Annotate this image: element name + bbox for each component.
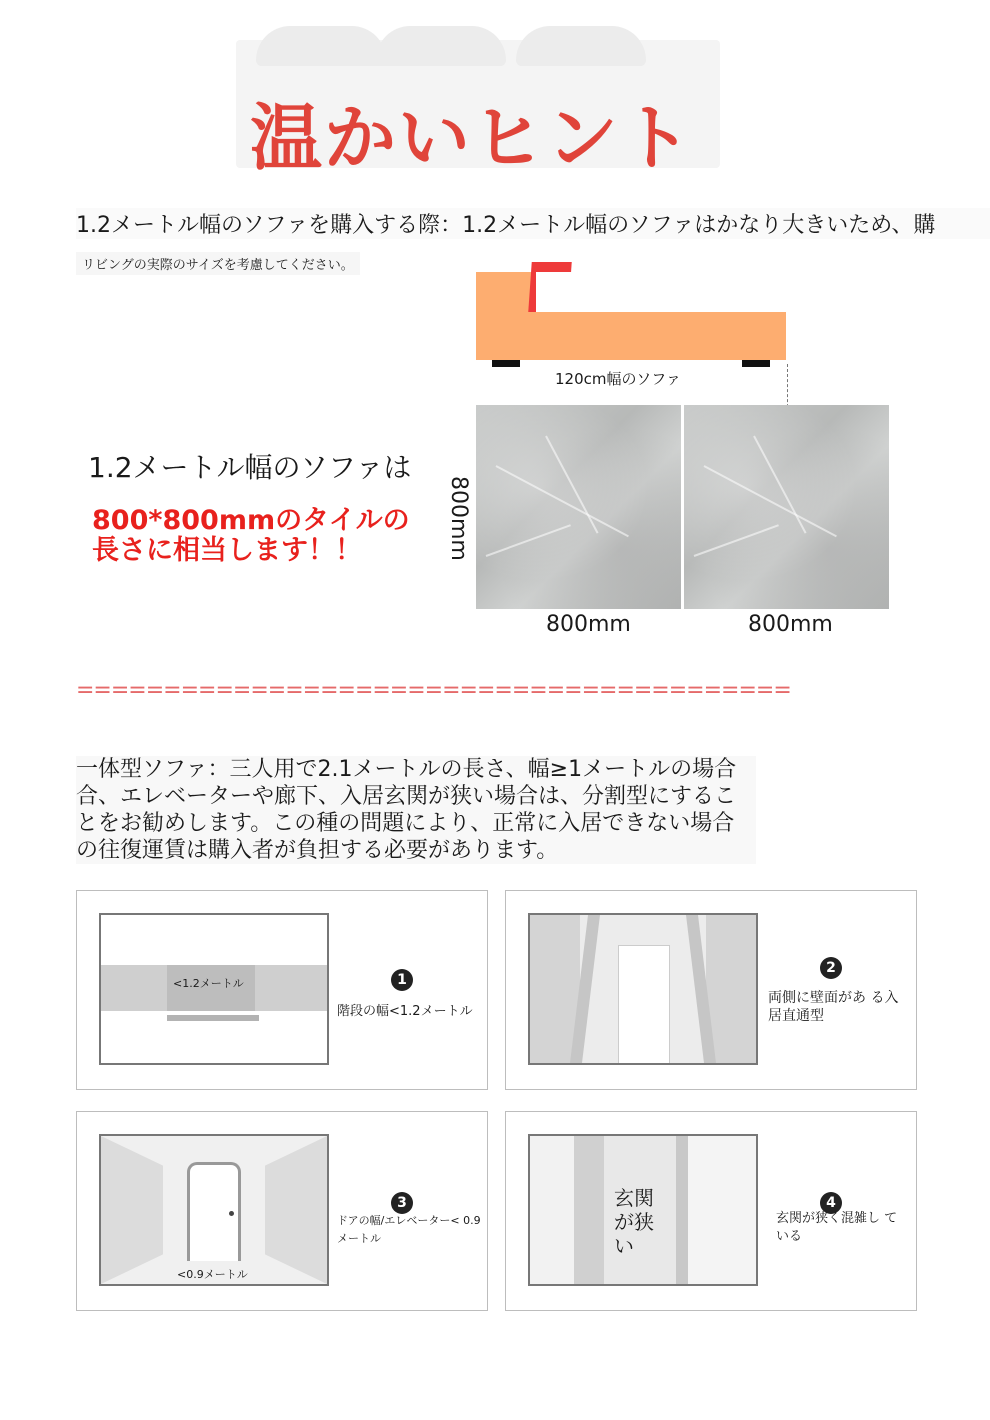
sofa-subline: リビングの実際のサイズを考慮してください。 xyxy=(76,252,360,275)
section-divider xyxy=(76,678,866,703)
marble-tile xyxy=(476,405,681,609)
sofa-seat-top xyxy=(536,272,786,312)
entrance-label: 玄関が狭い xyxy=(614,1186,654,1258)
equivalence-text: 1.2メートル幅のソファは xyxy=(88,451,412,484)
card-caption: 階段の幅<1.2メートル xyxy=(337,1004,473,1019)
sofa-leg xyxy=(492,360,520,367)
door-width-label: <0.9メートル xyxy=(177,1268,248,1281)
corridor-illustration xyxy=(528,913,758,1065)
page-title: 温かいヒント xyxy=(250,96,695,180)
equivalence-highlight-line2: 長さに相当します！！ xyxy=(92,535,362,566)
cloud-decoration xyxy=(516,26,646,66)
door-illustration xyxy=(99,1134,329,1286)
step-number-badge: 4 xyxy=(820,1192,842,1214)
hint-card-entrance xyxy=(505,1111,917,1311)
stairs-illustration xyxy=(99,913,329,1065)
sofa-caption: 120cm幅のソファ xyxy=(555,370,681,388)
notice-paragraph: 一体型ソファ：三人用で2.1メートルの長さ、幅≥1メートルの場合合、エレベーターや廊下、入居玄関が狭い場合は、分割型にすることをお勧めします。この種の問題により、正常に入居できない場合の往復運賃は購入者が負担する必要があります。 xyxy=(76,756,756,864)
hint-card-stairs xyxy=(76,890,488,1090)
door-icon xyxy=(187,1162,241,1261)
stairs-width-label: <1.2メートル xyxy=(173,977,244,990)
tile-width-label: 800mm xyxy=(546,612,631,637)
sofa-leg xyxy=(742,360,770,367)
step-number-badge: 3 xyxy=(391,1192,413,1214)
card-caption: 両側に壁面があ る入居直通型 xyxy=(768,990,899,1024)
step-number-badge: 1 xyxy=(391,969,413,991)
entrance-illustration xyxy=(528,1134,758,1286)
sofa-headline: 1.2メートル幅のソファを購入する際：1.2メートル幅のソファはかなり大きいため、購 xyxy=(76,208,990,239)
cloud-decoration xyxy=(376,26,506,66)
tile-height-label: 800mm xyxy=(446,476,471,561)
tile-width-label: 800mm xyxy=(748,612,833,637)
door-knob-icon xyxy=(229,1211,234,1216)
equivalence-highlight xyxy=(92,506,410,566)
cloud-decoration xyxy=(256,26,386,66)
hint-card-door xyxy=(76,1111,488,1311)
marble-tile xyxy=(684,405,889,609)
hint-card-corridor xyxy=(505,890,917,1090)
divider-text: ========================================= xyxy=(76,678,791,703)
card-caption: ドアの幅/エレベーター< 0.9メートル xyxy=(337,1214,481,1245)
step-number-badge: 2 xyxy=(820,957,842,979)
card-caption: 玄関が狭く混雑し ている xyxy=(776,1211,898,1244)
equivalence-highlight-line1: 800*800mmのタイルの xyxy=(92,505,410,536)
